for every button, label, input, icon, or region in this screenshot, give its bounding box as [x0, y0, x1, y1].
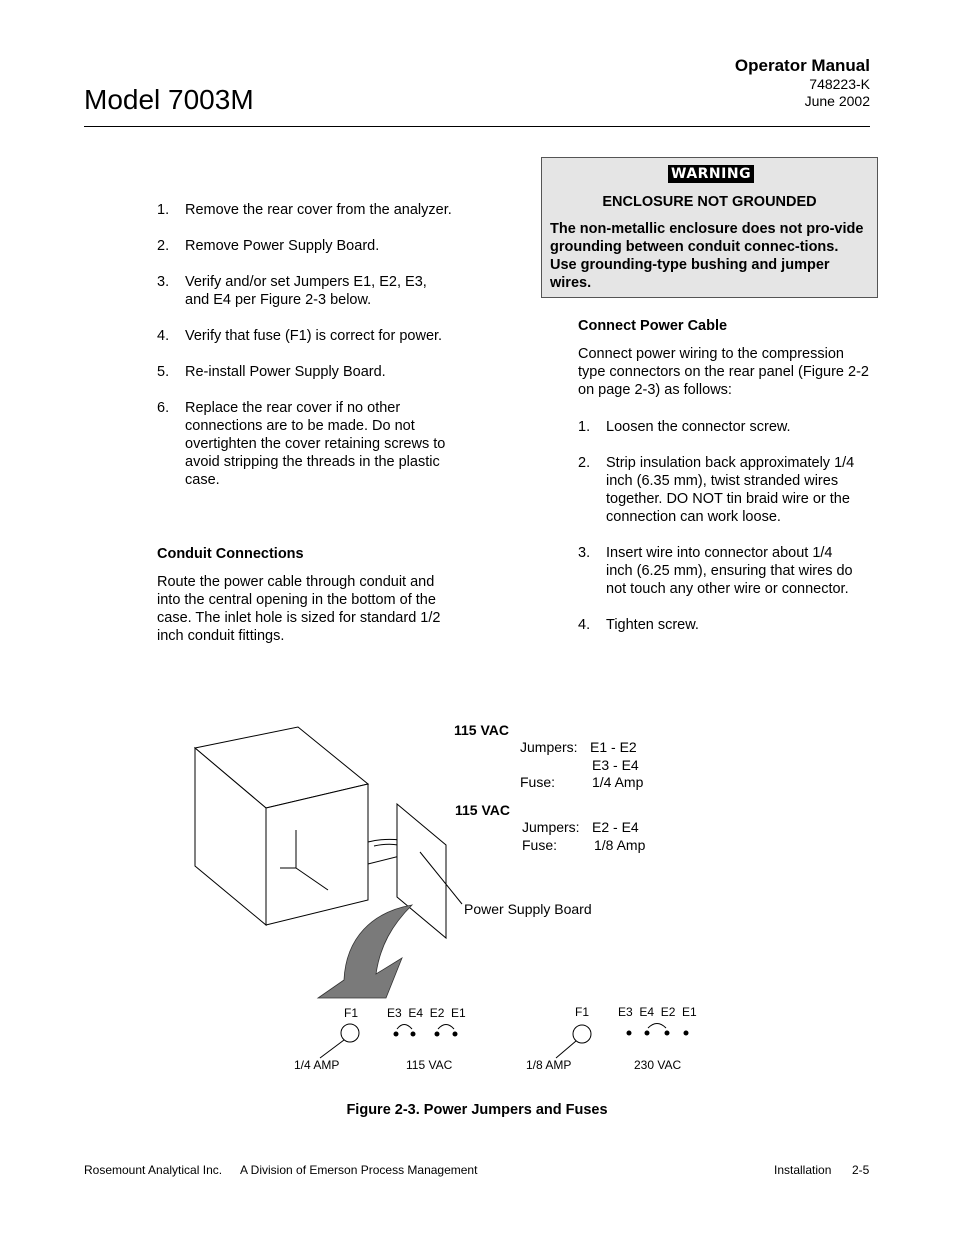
right-fuse-label: F1 [575, 1005, 590, 1019]
left-jumper-labels: E3 E4 E2 E1 [387, 1006, 466, 1020]
figure-caption: Figure 2-3. Power Jumpers and Fuses [346, 1102, 608, 1118]
step-item: 4. Verify that fuse (F1) is correct for power. [157, 328, 443, 344]
manual-title: Operator Manual [734, 56, 870, 75]
left-fuse-label: F1 [344, 1006, 359, 1020]
cfg2-voltage: 115 VAC [455, 802, 510, 818]
cfg1-fuse: 1/4 Amp [592, 774, 644, 790]
step-item: 5. Re-install Power Supply Board. [157, 364, 386, 380]
cfg1-jumpers-b: E3 - E4 [592, 757, 639, 773]
step-item: 4. Tighten screw. [578, 617, 699, 633]
warning-title: ENCLOSURE NOT GROUNDED [602, 194, 817, 210]
step-item: 1. Remove the rear cover from the analyzer. [157, 202, 452, 218]
power-board [397, 804, 446, 938]
warning-body: The non-metallic enclosure does not pro-vide grounding between conduit connec-tions. Use grounding-type bushing and jumper wires. [550, 221, 864, 291]
cfg2-jumpers: E2 - E4 [592, 819, 639, 835]
cfg2-fuse-label: Fuse: [522, 837, 558, 853]
cfg1-voltage: 115 VAC [454, 722, 509, 738]
left-voltage: 115 VAC [406, 1058, 453, 1072]
cfg2-fuse: 1/8 Amp [594, 837, 646, 853]
footer-section: Installation [774, 1163, 832, 1177]
model-title: Model 7003M [84, 84, 254, 115]
doc-date: June 2002 [804, 93, 870, 109]
cfg1-fuse-label: Fuse: [520, 774, 556, 790]
step-item: 3. Verify and/or set Jumpers E1, E2, E3, and E4 per Figure 2-3 below. [157, 274, 427, 308]
warning-badge: WARNING [668, 165, 754, 183]
conduit-heading: Conduit Connections [157, 546, 304, 562]
cfg2-jumpers-label: Jumpers: [522, 819, 580, 835]
footer-page: 2-5 [852, 1163, 870, 1177]
right-fuse-rating: 1/8 AMP [526, 1058, 572, 1072]
step-item: 6. Replace the rear cover if no other connections are to be made. Do not overtighten the cover retaining screws to avoid stripping the threads in the plastic case. [157, 400, 446, 488]
step-item: 1. Loosen the connector screw. [578, 419, 791, 435]
board-label: Power Supply Board [464, 901, 592, 917]
conduit-body: Route the power cable through conduit and into the central opening in the bottom of the case. The inlet hole is sized for standard 1/2 inch conduit fittings. [157, 574, 441, 644]
footer-company: Rosemount Analytical Inc. [84, 1163, 223, 1177]
cfg1-jumpers-a: E1 - E2 [590, 739, 637, 755]
doc-number: 748223-K [809, 76, 870, 92]
right-voltage: 230 VAC [634, 1058, 682, 1072]
step-item: 2. Remove Power Supply Board. [157, 238, 380, 254]
removal-arrow [318, 905, 412, 998]
power-cable-heading: Connect Power Cable [578, 318, 728, 334]
footer-division: A Division of Emerson Process Management [240, 1163, 478, 1177]
right-jumper-labels: E3 E4 E2 E1 [618, 1005, 697, 1019]
enclosure-front [266, 784, 368, 925]
step-item: 2. Strip insulation back approximately 1/4 inch (6.35 mm), twist stranded wires together. DO NOT tin braid wire or the connection can work loose. [578, 455, 855, 525]
cfg1-jumpers-label: Jumpers: [520, 739, 578, 755]
power-cable-intro: Connect power wiring to the compression type connectors on the rear panel (Figure 2-2 on page 2-3) as follows: [578, 346, 869, 398]
step-item: 3. Insert wire into connector about 1/4 inch (6.25 mm), ensuring that wires do not touch any other wire or connector. [578, 545, 853, 597]
left-fuse-rating: 1/4 AMP [294, 1058, 340, 1072]
